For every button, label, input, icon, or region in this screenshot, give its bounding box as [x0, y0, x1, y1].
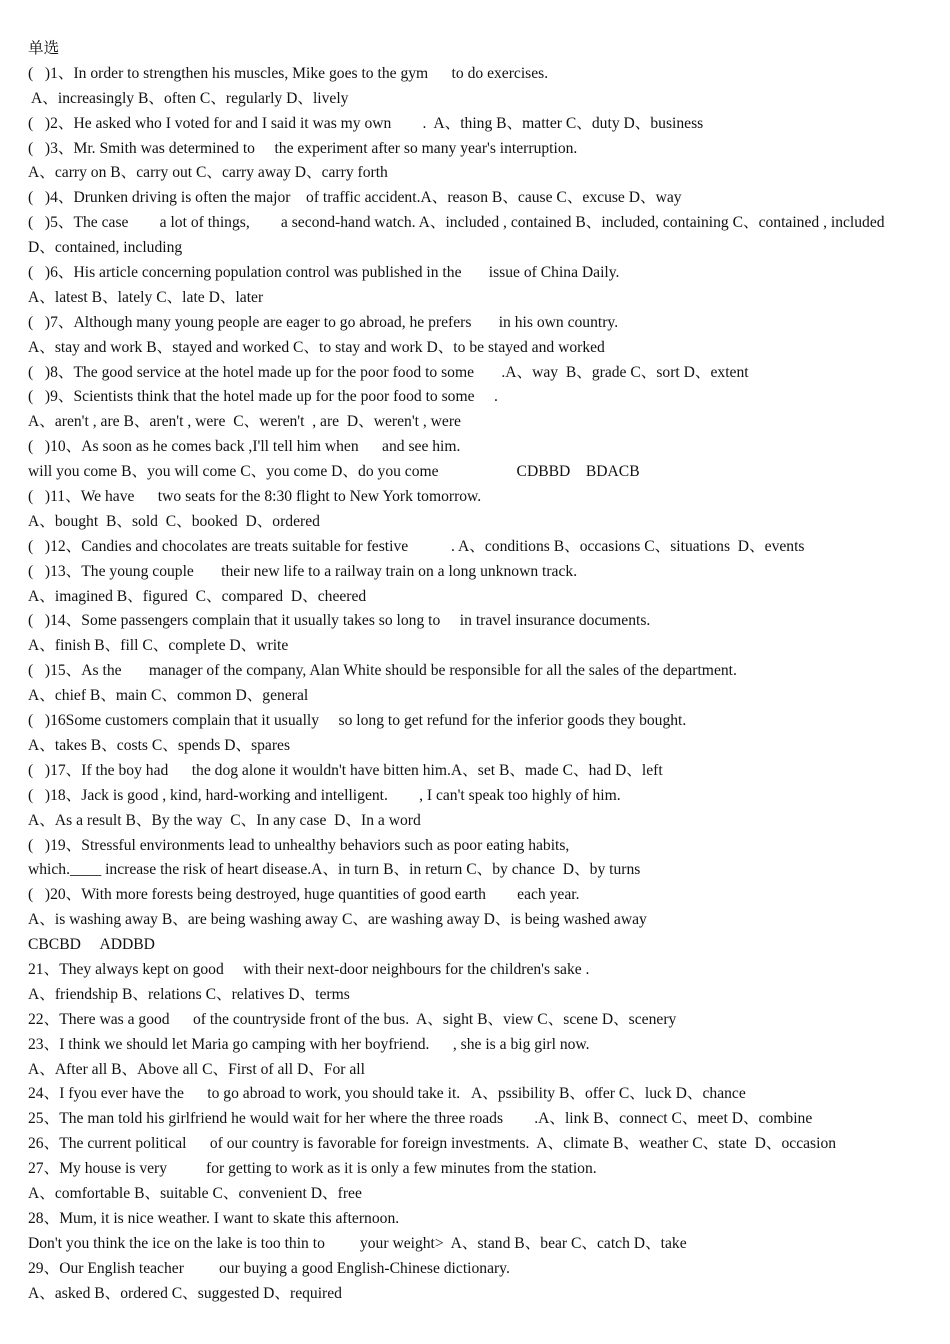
text-line: A、carry on B、carry out C、carry away D、carry forth	[28, 164, 388, 182]
text-line: ( )20、With more forests being destroyed, huge quantities of good earth each year.	[28, 886, 580, 904]
text-line: Don't you think the ice on the lake is too thin to your weight> A、stand B、bear C、catch D、take	[28, 1234, 687, 1252]
text-line: ( )10、As soon as he comes back ,I'll tell him when and see him.	[28, 438, 461, 456]
text-line: 25、The man told his girlfriend he would wait for her where the three roads .A、link B、connect C、meet D、combine	[28, 1110, 813, 1128]
text-line: ( )9、Scientists think that the hotel made up for the poor food to some .	[28, 388, 498, 406]
text-line: ( )15、As the manager of the company, Alan White should be responsible for all the sales of the department.	[28, 662, 737, 680]
text-line: 24、I fyou ever have the to go abroad to work, you should take it. A、pssibility B、offer C、luck D、chance	[28, 1085, 746, 1103]
text-line: A、increasingly B、often C、regularly D、lively	[28, 89, 349, 107]
text-line: 26、The current political of our country is favorable for foreign investments. A、climate B、weather C、state D、occasion	[28, 1135, 837, 1153]
text-line: A、bought B、sold C、booked D、ordered	[28, 512, 320, 530]
text-line: ( )11、We have two seats for the 8:30 flight to New York tomorrow.	[28, 488, 482, 506]
text-line: 27、My house is very for getting to work as it is only a few minutes from the station.	[28, 1160, 597, 1178]
text-line: ( )14、Some passengers complain that it usually takes so long to in travel insurance documents.	[28, 612, 651, 630]
text-line: 21、They always kept on good with their next-door neighbours for the children's sake .	[28, 960, 590, 978]
text-line: ( )13、The young couple their new life to a railway train on a long unknown track.	[28, 562, 578, 580]
text-line: ( )19、Stressful environments lead to unhealthy behaviors such as poor eating habits,	[28, 836, 570, 854]
text-line: which.____ increase the risk of heart disease.A、in turn B、in return C、by chance D、by turns	[28, 861, 641, 879]
text-line: ( )1、In order to strengthen his muscles, Mike goes to the gym to do exercises.	[28, 64, 549, 82]
text-line: A、friendship B、relations C、relatives D、terms	[28, 985, 350, 1003]
text-line: A、finish B、fill C、complete D、write	[28, 637, 289, 655]
text-line: 28、Mum, it is nice weather. I want to skate this afternoon.	[28, 1209, 400, 1227]
text-line: A、is washing away B、are being washing away C、are washing away D、is being washed away	[28, 911, 647, 929]
text-line: will you come B、you will come C、you come D、do you come CDBBD BDACB	[28, 463, 640, 481]
text-line: A、comfortable B、suitable C、convenient D、free	[28, 1184, 362, 1202]
text-line: ( )4、Drunken driving is often the major of traffic accident.A、reason B、cause C、excuse D、way	[28, 189, 682, 207]
text-line: D、contained, including	[28, 239, 183, 257]
text-line: A、After all B、Above all C、First of all D、For all	[28, 1060, 365, 1078]
text-line: ( )18、Jack is good , kind, hard-working and intelligent. , I can't speak too highly of him.	[28, 786, 621, 804]
text-line: A、imagined B、figured C、compared D、cheered	[28, 587, 367, 605]
text-line: ( )3、Mr. Smith was determined to the experiment after so many year's interruption.	[28, 139, 578, 157]
text-line: CBCBD ADDBD	[28, 936, 155, 954]
text-line: ( )16Some customers complain that it usually so long to get refund for the inferior goods they bought.	[28, 712, 687, 730]
text-line: A、stay and work B、stayed and worked C、to stay and work D、to be stayed and worked	[28, 338, 605, 356]
text-line: ( )5、The case a lot of things, a second-hand watch. A、included , contained B、included, containing C、contained , included	[28, 214, 885, 232]
text-line: ( )2、He asked who I voted for and I said it was my own . A、thing B、matter C、duty D、business	[28, 114, 704, 132]
text-line: ( )8、The good service at the hotel made up for the poor food to some .A、way B、grade C、sort D、extent	[28, 363, 749, 381]
text-line: 22、There was a good of the countryside front of the bus. A、sight B、view C、scene D、scenery	[28, 1010, 677, 1028]
text-line: ( )6、His article concerning population control was published in the issue of China Daily.	[28, 264, 620, 282]
text-line: ( )17、If the boy had the dog alone it wouldn't have bitten him.A、set B、made C、had D、left	[28, 761, 663, 779]
text-line: 29、Our English teacher our buying a good English-Chinese dictionary.	[28, 1259, 510, 1277]
text-line: ( )7、Although many young people are eager to go abroad, he prefers in his own country.	[28, 313, 619, 331]
text-line: A、asked B、ordered C、suggested D、required	[28, 1284, 342, 1302]
text-line: A、latest B、lately C、late D、later	[28, 288, 264, 306]
text-line: A、aren't , are B、aren't , were C、weren't , are D、weren't , were	[28, 413, 461, 431]
text-line: A、takes B、costs C、spends D、spares	[28, 736, 291, 754]
text-line: A、As a result B、By the way C、In any case D、In a word	[28, 811, 421, 829]
text-line: A、chief B、main C、common D、general	[28, 687, 309, 705]
text-line: 23、I think we should let Maria go camping with her boyfriend. , she is a big girl now.	[28, 1035, 590, 1053]
section-heading: 单选	[28, 40, 60, 57]
text-line: ( )12、Candies and chocolates are treats suitable for festive . A、conditions B、occasions C、situations D、events	[28, 537, 805, 555]
